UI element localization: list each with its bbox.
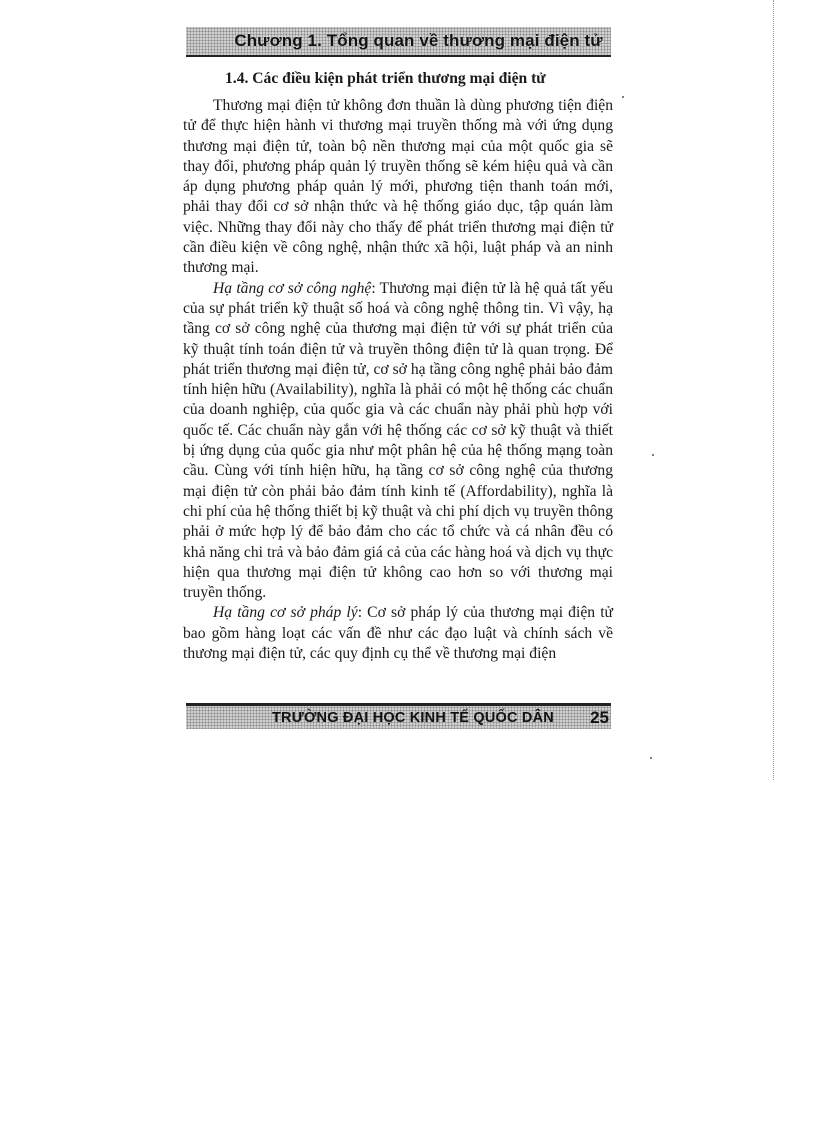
page-number: 25 xyxy=(590,707,609,727)
section-heading: 1.4. Các điều kiện phát triển thương mại điện tử xyxy=(225,70,546,87)
paragraph-intro xyxy=(183,96,613,279)
page-body xyxy=(183,68,613,664)
paragraph-tech-text: : Thương mại điện tử là hệ quả tất yếu của sự phát triển kỹ thuật số hoá và công nghệ thông tin. Vì vậy, hạ tầng cơ sở công nghệ của thương mại điện tử với sự phát triển của kỹ thuật tính toán điện tử và truyền thông điện tử là quan trọng. Để phát triển thương mại điện tử, cơ sở hạ tầng công nghệ phải bảo đảm tính hiện hữu (Availability), nghĩa là phải có một hệ thống các chuẩn của doanh nghiệp, của quốc gia và các chuẩn này phải phù hợp với quốc tế. Các chuẩn này gắn với hệ thống các cơ sở kỹ thuật và thiết bị ứng dụng của quốc gia như một phân hệ của hệ thống mạng toàn cầu. Cùng với tính hiện hữu, hạ tầng cơ sở công nghệ của thương mại điện tử còn phải bảo đảm tính kinh tế (Affordability), nghĩa là chi phí của hệ thống thiết bị kỹ thuật và chi phí dịch vụ truyền thông phải ở mức hợp lý để bảo đảm cho các tổ chức và cá nhân đều có khả năng chi trả và bảo đảm giá cả của các hàng hoá và dịch vụ thực hiện qua thương mại điện tử không cao hơn so với thương mại truyền thống. xyxy=(183,279,613,602)
scan-speck xyxy=(622,96,624,98)
paragraph-legal-lead: Hạ tầng cơ sở pháp lý xyxy=(213,604,358,622)
chapter-title: Chương 1. Tổng quan về thương mại điện tử xyxy=(234,31,603,50)
paragraph-tech-infrastructure xyxy=(183,279,613,604)
paragraph-legal-infrastructure xyxy=(183,603,613,664)
scan-speck xyxy=(652,454,654,456)
scan-edge-line xyxy=(773,0,774,780)
footer-band xyxy=(186,703,611,729)
paragraph-intro-text: Thương mại điện tử không đơn thuần là dùng phương tiện điện tử để thực hiện hành vi thương mại truyền thống mà với ứng dụng thương mại điện tử, toàn bộ nền thương mại của một quốc gia sẽ thay đổi, phương pháp quản lý truyền thống sẽ kém hiệu quả và cần áp dụng phương pháp quản lý mới, phương tiện thanh toán mới, phải thay đổi cơ sở nhận thức và hệ thống giáo dục, tập quán làm việc. Những thay đổi này cho thấy để phát triển thương mại điện tử cần điều kiện về công nghệ, nhận thức xã hội, luật pháp và an ninh thương mại. xyxy=(183,97,613,277)
chapter-header-band xyxy=(186,27,611,57)
scan-speck xyxy=(650,757,652,759)
paragraph-legal-text: : Cơ sở pháp lý của thương mại điện tử bao gồm hàng loạt các vấn đề như các đạo luật và chính sách về thương mại điện tử, các quy định cụ thể về thương mại điện xyxy=(183,604,613,663)
footer-school-name: TRƯỜNG ĐẠI HỌC KINH TẾ QUỐC DÂN xyxy=(272,709,554,726)
paragraph-tech-lead: Hạ tầng cơ sở công nghệ xyxy=(213,279,372,297)
